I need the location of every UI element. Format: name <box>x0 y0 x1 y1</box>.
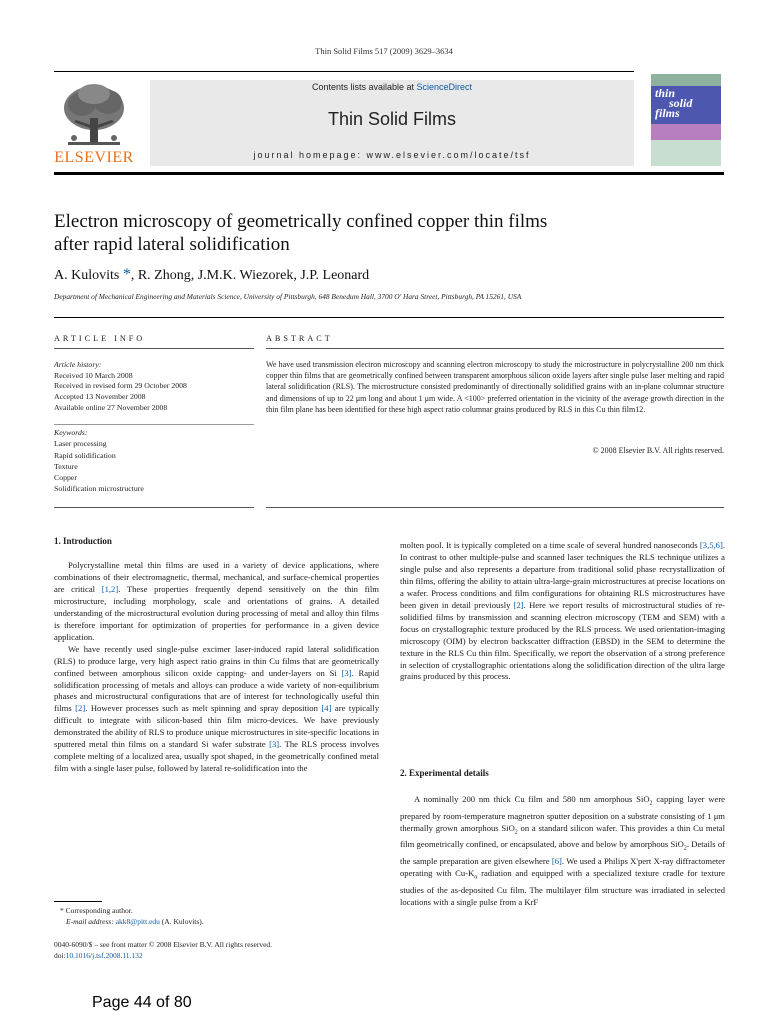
abstract-text: We have used transmission electron microscopy and scanning electron microscopy to study the microstructure in polycrystalline 200 nm thick copper thin films that are geometrically confined between transparent amorphous silicon oxide layers after single pulse laser melting and rapid lateral solidification (RLS). The microstructure consisted predominantly of directionally solidified grains with an in-plane columnar structure and dimensions of up to 22 μm long and about 1 μm wide. A <100> preferred orientation in the vicinity of the average growth direction in the thin film plane has been identified for these high aspect ratio columnar grains produced by RLS in this Cu thin film12. <box>266 360 724 414</box>
citation-link[interactable]: [2] <box>513 599 524 610</box>
text-run: . In contrast to other multiple-pulse and scanned laser techniques the RLS technique utilizes a single pulse and also represents a departure from traditional solid phase recrystallization of thin films, offering the ability to attain ultra-large-grain microstructures at precise locations on a wafer. Process conditions and film configurations for obtaining RLS microstructures have been given in detail previously <box>400 540 725 610</box>
right-paragraph-1 <box>400 540 725 683</box>
intro-paragraph-1 <box>54 560 379 644</box>
text-run: . However processes such as melt spinning and spray deposition <box>85 703 322 714</box>
email-suffix: (A. Kulovits). <box>159 916 204 926</box>
footnote <box>54 906 379 927</box>
keyword-item: Copper <box>54 473 77 483</box>
title-line-1: Electron microscopy of geometrically confined copper thin films <box>54 211 548 232</box>
citation-link[interactable]: [3,5,6] <box>699 540 723 550</box>
email-link[interactable]: akk8@pitt.edu <box>115 916 160 926</box>
subscript: α <box>474 874 478 881</box>
text-run: on a standard silicon wafer. This provides a thin Cu metal film geometrically confined, or encapsulated, above and below by amorphous SiO <box>400 822 725 850</box>
text-run: molten pool. It is typically completed on a time scale of several hundred nanoseconds <box>400 540 700 550</box>
publisher-name: ELSEVIER <box>54 149 134 166</box>
history-item: Accepted 13 November 2008 <box>54 392 146 402</box>
subscript: 2 <box>514 829 518 836</box>
keywords-rule <box>54 424 254 425</box>
text-run: Polycrystalline metal thin films are used in a variety of device applications, where combinations of their electromagnetic, thermal, mechanical, and surface-chemical properties are critical <box>54 560 379 594</box>
keyword-item: Texture <box>54 461 78 471</box>
text-run: . Here we report results of microstructural studies of re-solidified films by transmission and scanning electron microscopy (TEM and SEM) with a focus on crystallographic texture produced by the RLS process. We used orientation-imaging microscopy (OIM) by electron backscatter diffraction (EBSD) in the SEM to determine the texture in the RLS Cu thin film. Specifically, we report the observation of a strong preference in selection of crystallographic orientations along the solidification direction of the ultra large grains produced by this process. <box>400 599 725 682</box>
subscript: 2 <box>649 800 653 807</box>
history-label: Article history: <box>54 360 102 369</box>
text-run: radiation and equipped with a specialized texture cradle for texture studies of the as-deposited Cu film. The multilayer film structure was irradiated in selected locations with a single pulse from a KrF <box>400 867 725 907</box>
keyword-item: Laser processing <box>54 439 107 449</box>
keyword-item: Solidification microstructure <box>54 484 144 494</box>
subscript: 2 <box>683 846 687 853</box>
article-info-heading: ARTICLE INFO <box>54 334 146 343</box>
keyword-item: Rapid solidification <box>54 450 116 460</box>
citation-link[interactable]: [3] <box>269 739 280 750</box>
left-column-body <box>54 560 379 775</box>
header-bottom-rule <box>54 172 724 175</box>
cover-title-3: films <box>655 106 680 120</box>
cover-title-2: solid <box>669 96 693 110</box>
text-run: We have recently used single-pulse excimer laser-induced rapid lateral solidification (RLS) to produce large, very high aspect ratio grains in thin Cu films that are geometrically confined between amorphous silicon oxide capping- and under-layers on Si <box>54 643 379 678</box>
intro-paragraph-2 <box>54 644 379 775</box>
history-item: Received 10 March 2008 <box>54 370 133 380</box>
journal-reference: Thin Solid Films 517 (2009) 3629–3634 <box>315 46 453 56</box>
citation-link[interactable]: [1,2] <box>101 583 119 594</box>
issn-line: 0040-6090/$ – see front matter © 2008 Elsevier B.V. All rights reserved. <box>54 940 273 949</box>
text-run: A nominally 200 nm thick Cu film and 580 nm amorphous SiO <box>414 794 650 804</box>
text-run: . Rapid solidification processing of metals and alloys can produce a wide variety of non-equilibrium phases and microstructural configurations that are of interest for technologically useful thin films <box>54 667 380 714</box>
introduction-heading: 1. Introduction <box>54 536 112 546</box>
email-label: E-mail address: <box>66 916 116 926</box>
text-run: capping layer were prepared by room-temperature magnetron sputter deposition on a substrate consisting of 1 μm thermally grown amorphous SiO <box>400 794 725 833</box>
page-counter: Page 44 of 80 <box>92 994 192 1011</box>
journal-name: Thin Solid Films <box>327 109 457 129</box>
abstract-heading: ABSTRACT <box>266 334 333 343</box>
experimental-body <box>400 794 725 909</box>
doi-line <box>54 951 379 962</box>
contents-line <box>150 82 634 92</box>
experimental-heading: 2. Experimental details <box>400 768 489 778</box>
abstract-bottom-rule <box>266 507 724 508</box>
doi-label: doi: <box>54 950 66 960</box>
keywords-block <box>54 427 254 495</box>
header-top-rule <box>54 71 634 72</box>
cover-title-1: thin <box>655 86 676 100</box>
doi-link[interactable]: 10.1016/j.tsf.2008.11.132 <box>65 950 143 960</box>
history-item: Available online 27 November 2008 <box>54 402 168 412</box>
article-title <box>54 210 654 256</box>
text-run: . The RLS process involves complete melting of a localized area, usually spot shaped, in the geometrically confined metal film with a single laser pulse, followed by lateral re-solidification into the <box>54 739 379 774</box>
section-rule <box>54 317 724 318</box>
journal-cover-thumbnail <box>651 74 721 166</box>
abstract-rule <box>266 348 724 349</box>
author-list <box>54 266 369 284</box>
article-info-rule <box>54 348 254 349</box>
abstract-copyright: © 2008 Elsevier B.V. All rights reserved. <box>592 446 724 455</box>
sciencedirect-link[interactable]: ScienceDirect <box>416 82 473 92</box>
author-first: A. Kulovits <box>54 268 123 283</box>
keywords-label: Keywords: <box>54 428 88 437</box>
front-matter <box>54 940 379 961</box>
affiliation: Department of Mechanical Engineering and Materials Science, University of Pittsburgh, 648 Benedum Hall, 3700 O' Hara Street, Pittsburgh, PA 15261, USA <box>54 292 522 301</box>
citation-link[interactable]: [6] <box>551 855 562 866</box>
citation-link[interactable]: [4] <box>321 703 332 714</box>
text-run: . These properties frequently depend sensitively on the thin film microstructure, including morphology, scale and orientations of grains. A detailed understanding of the microstructural evolution during processing of metal and alloy thin films is therefore important for optimization of properties for performance in a given device application. <box>54 583 379 642</box>
right-column-body <box>400 540 725 683</box>
history-item: Received in revised form 29 October 2008 <box>54 381 187 391</box>
text-run: . We used a Philips X'pert X-ray diffractometer operating with Cu-K <box>400 855 725 878</box>
citation-link[interactable]: [2] <box>75 703 86 714</box>
footnote-rule <box>54 901 102 902</box>
experimental-paragraph-1 <box>400 794 725 909</box>
text-run: . Details of the sample preparation are given elsewhere <box>400 839 725 866</box>
contents-prefix: Contents lists available at <box>311 82 417 92</box>
corresponding-author-note: * Corresponding author. <box>60 906 133 915</box>
citation-link[interactable]: [3] <box>341 667 352 678</box>
article-info-bottom-rule <box>54 507 254 508</box>
text-run: are typically difficult to integrate with silicon-based thin film micro-devices. We have previously demonstrated the ability of RLS to produce unique microstructures in site-specific locations in sputtered metal thin films on a standard Si wafer substrate <box>54 703 379 750</box>
journal-homepage[interactable]: journal homepage: www.elsevier.com/locate/tsf <box>253 150 531 160</box>
corresponding-author-star[interactable]: * <box>122 266 131 283</box>
author-rest: , R. Zhong, J.M.K. Wiezorek, J.P. Leonard <box>130 268 370 283</box>
article-history <box>54 360 254 414</box>
title-line-2: after rapid lateral solidification <box>54 234 290 255</box>
email-line <box>54 917 379 928</box>
